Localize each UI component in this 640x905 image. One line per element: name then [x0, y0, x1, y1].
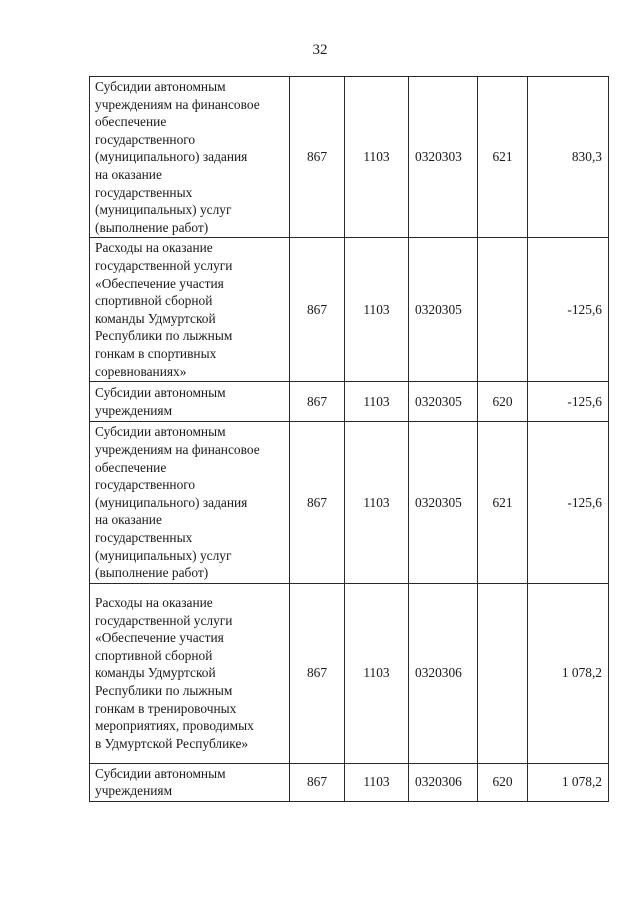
row-description: Субсидии автономным учреждениям: [95, 765, 226, 799]
amount-cell: 1 078,2: [528, 583, 609, 763]
expense-type-cell: [478, 238, 528, 382]
table-row: [90, 382, 609, 422]
budget-table: [89, 76, 609, 802]
table-row: [90, 238, 609, 382]
page-number: 32: [312, 42, 328, 58]
expense-type-cell: [478, 583, 528, 763]
ministry-code-cell: 867: [290, 382, 345, 422]
section-code-cell: 1103: [345, 763, 409, 801]
expense-type-cell: 621: [478, 77, 528, 238]
target-code-cell: 0320306: [409, 763, 478, 801]
target-code-cell: 0320305: [409, 422, 478, 583]
section-code-cell: 1103: [345, 422, 409, 583]
table-row: [90, 583, 609, 763]
amount-cell: -125,6: [528, 382, 609, 422]
amount-cell: 830,3: [528, 77, 609, 238]
row-description-cell: [90, 763, 290, 801]
ministry-code-cell: 867: [290, 763, 345, 801]
table-row: [90, 422, 609, 583]
amount-cell: -125,6: [528, 238, 609, 382]
ministry-code-cell: 867: [290, 422, 345, 583]
target-code-cell: 0320305: [409, 382, 478, 422]
ministry-code-cell: 867: [290, 583, 345, 763]
target-code-cell: 0320306: [409, 583, 478, 763]
target-code-cell: 0320305: [409, 238, 478, 382]
ministry-code-cell: 867: [290, 238, 345, 382]
row-description: Субсидии автономным учреждениям на финансовое обеспечение государственного (муниципального) задания на оказание государственных (муниципальных) услуг (выполнение работ): [95, 79, 260, 235]
section-code-cell: 1103: [345, 238, 409, 382]
ministry-code-cell: 867: [290, 77, 345, 238]
row-description-cell: [90, 583, 290, 763]
amount-cell: 1 078,2: [528, 763, 609, 801]
table-row: [90, 77, 609, 238]
target-code-cell: 0320303: [409, 77, 478, 238]
amount-cell: -125,6: [528, 422, 609, 583]
row-description: Расходы на оказание государственной услуги «Обеспечение участия спортивной сборной команды Удмуртской Республики по лыжным гонкам в тренировочных мероприятиях, проводимых в Удмуртской Республике»: [95, 595, 254, 751]
expense-type-cell: 621: [478, 422, 528, 583]
row-description-cell: [90, 382, 290, 422]
row-description: Субсидии автономным учреждениям на финансовое обеспечение государственного (муниципального) задания на оказание государственных (муниципальных) услуг (выполнение работ): [95, 424, 260, 581]
row-description-cell: [90, 77, 290, 238]
section-code-cell: 1103: [345, 583, 409, 763]
row-description-cell: [90, 422, 290, 583]
row-description-cell: [90, 238, 290, 382]
row-description: Расходы на оказание государственной услуги «Обеспечение участия спортивной сборной команды Удмуртской Республики по лыжным гонкам в спортивных соревнованиях»: [95, 240, 233, 379]
expense-type-cell: 620: [478, 763, 528, 801]
section-code-cell: 1103: [345, 382, 409, 422]
expense-type-cell: 620: [478, 382, 528, 422]
section-code-cell: 1103: [345, 77, 409, 238]
table-row: [90, 763, 609, 801]
row-description: Субсидии автономным учреждениям: [95, 385, 226, 418]
